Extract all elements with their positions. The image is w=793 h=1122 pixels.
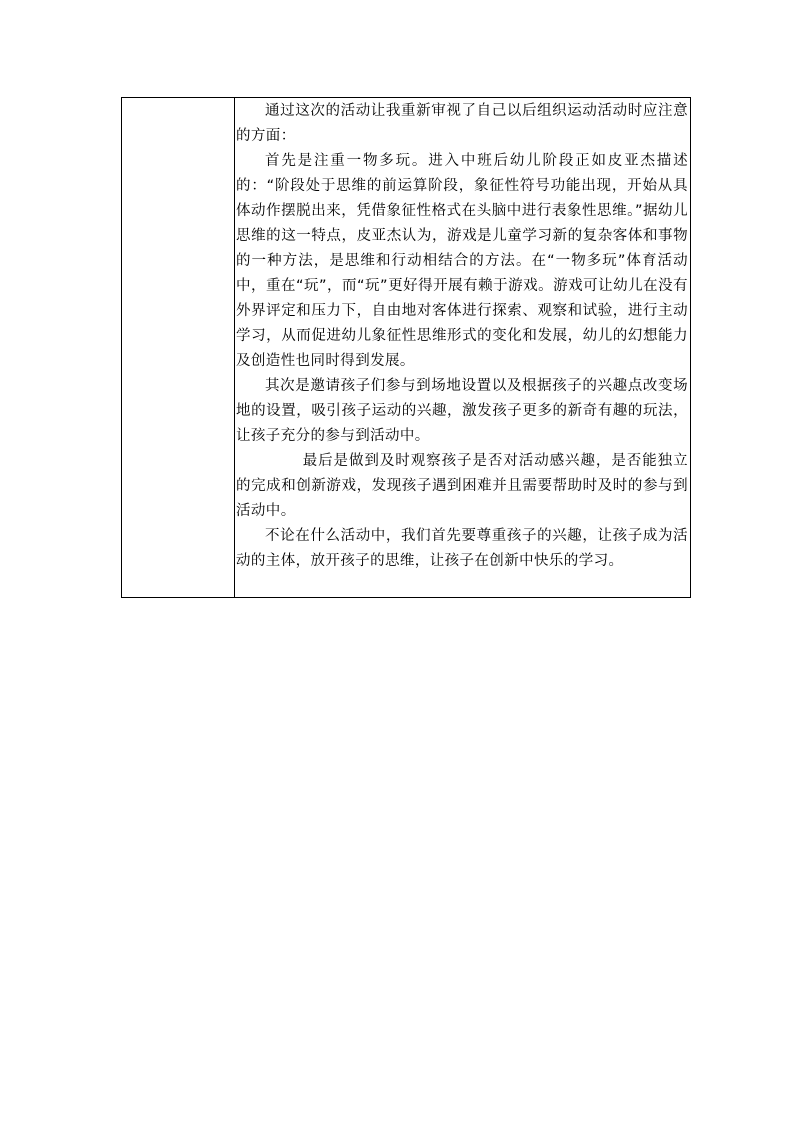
paragraph-third-point: 最后是做到及时观察孩子是否对活动感兴趣，是否能独立的完成和创新游戏，发现孩子遇到困难并且需要帮助时及时的参与到活动中。 [236, 453, 688, 519]
table-label-cell [122, 98, 235, 597]
paragraph-conclusion: 不论在什么活动中，我们首先要尊重孩子的兴趣，让孩子成为活动的主体，放开孩子的思维，让孩子在创新中快乐的学习。 [236, 528, 688, 569]
paragraph-first-point: 首先是注重一物多玩。进入中班后幼儿阶段正如皮亚杰描述的：“阶段处于思维的前运算阶段，象征性符号功能出现，开始从具体动作摆脱出来，凭借象征性格式在头脑中进行表象性思维。”据幼儿思维的这一特点，皮亚杰认为，游戏是儿童学习新的复杂客体和事物的一种方法，是思维和行动相结合的方法。在“一物多玩”体育活动中，重在“玩”，而“玩”更好得开展有赖于游戏。游戏可让幼儿在没有外界评定和压力下，自由地对客体进行探索、观察和试验，进行主动学习，从而促进幼儿象征性思维形式的变化和发展，幼儿的幻想能力及创造性也同时得到发展。 [236, 153, 688, 369]
table-content-cell [235, 98, 690, 597]
paragraph-intro: 通过这次的活动让我重新审视了自己以后组织运动活动时应注意的方面： [236, 103, 688, 144]
paragraph-second-point: 其次是邀请孩子们参与到场地设置以及根据孩子的兴趣点改变场地的设置，吸引孩子运动的兴趣，激发孩子更多的新奇有趣的玩法，让孩子充分的参与到活动中。 [236, 378, 688, 444]
reflection-table [121, 97, 691, 598]
